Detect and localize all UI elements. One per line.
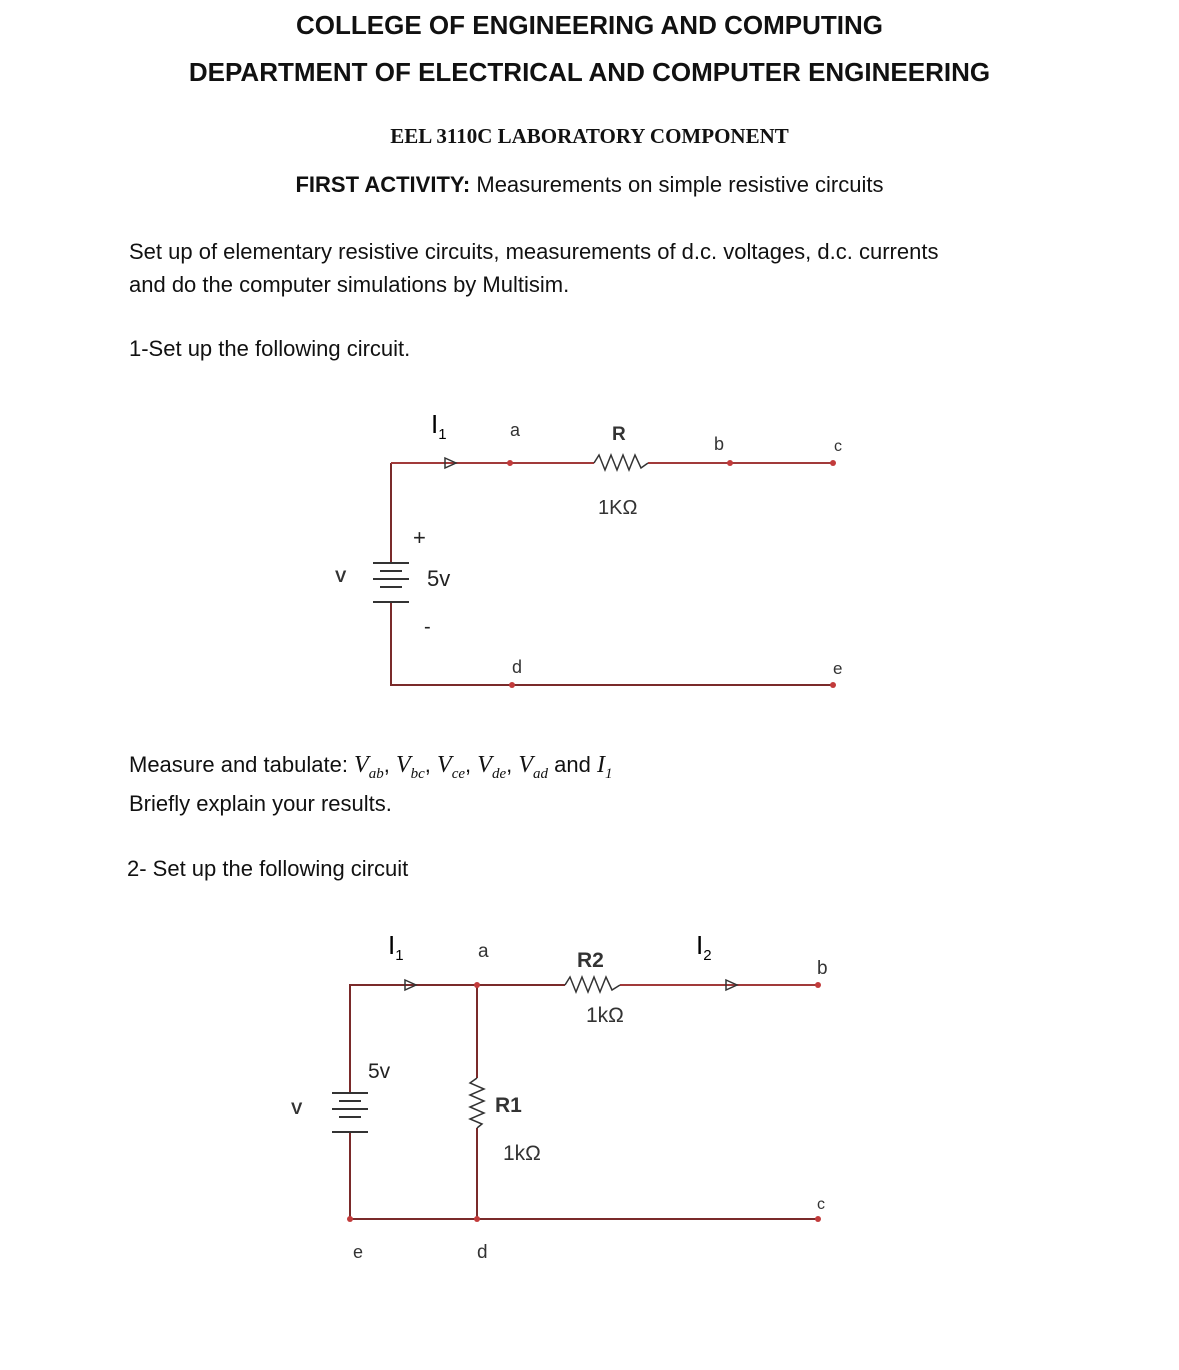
- source-v-value: 5v: [427, 566, 451, 591]
- v-bc: $V_{bc}$: [395, 752, 425, 782]
- v-ce: $V_{ce}$: [437, 752, 466, 782]
- resistor-r-symbol: [594, 455, 648, 470]
- source2-v-name: V: [291, 1099, 303, 1118]
- node-dot-a: [507, 460, 513, 466]
- node2-label-a: a: [478, 941, 489, 962]
- measure-line: Measure and tabulate: $V_{ab}$, $V_{bc}$, $V_{ce}$, $V_{de}$, $V_{ad}$ and $I_1$: [129, 752, 613, 782]
- node2-label-e: e: [353, 1242, 364, 1262]
- college-title: COLLEGE OF ENGINEERING AND COMPUTING: [296, 10, 883, 40]
- node2-label-b: b: [817, 958, 828, 979]
- v-ad: $V_{ad}$: [518, 752, 549, 782]
- explain-line: Briefly explain your results.: [129, 791, 392, 816]
- resistor-r1-name: R1: [495, 1094, 522, 1117]
- node-label-e: e: [833, 659, 843, 678]
- intro-line-2: and do the computer simulations by Multisim.: [129, 272, 570, 297]
- node-dot-c: [830, 460, 836, 466]
- node-label-b: b: [714, 434, 725, 454]
- source2-v-value: 5v: [368, 1060, 391, 1083]
- step1-heading: 1-Set up the following circuit.: [129, 336, 411, 361]
- activity-label: FIRST ACTIVITY:: [295, 172, 471, 197]
- activity-topic: Measurements on simple resistive circuits: [470, 172, 884, 197]
- node-label-c: c: [834, 438, 842, 455]
- resistor-r2-name: R2: [577, 949, 604, 972]
- resistor-r2-value: 1kΩ: [586, 1004, 624, 1027]
- battery-plus-sign: +: [413, 525, 426, 550]
- measure-prefix: Measure and tabulate:: [129, 752, 355, 777]
- node-dot-d: [509, 682, 515, 688]
- node2-label-c: c: [817, 1196, 825, 1213]
- current2-i2-label: $I_2$: [696, 930, 712, 964]
- v-de: $V_{de}$: [477, 752, 507, 782]
- node-dot-e: [830, 682, 836, 688]
- resistor-r1-value: 1kΩ: [503, 1142, 541, 1165]
- node-dot-b: [727, 460, 733, 466]
- battery-symbol: [373, 563, 409, 602]
- battery-minus-sign: -: [424, 616, 431, 638]
- current-i1-label: $I_1$: [431, 409, 447, 443]
- resistor-r-value: 1KΩ: [598, 497, 638, 519]
- department-title: DEPARTMENT OF ELECTRICAL AND COMPUTER ENGINEERING: [188, 57, 991, 87]
- node2-label-d: d: [477, 1242, 488, 1263]
- node-label-a: a: [510, 420, 521, 440]
- resistor-r-name: R: [612, 424, 626, 445]
- node-label-d: d: [512, 657, 523, 677]
- course-title: EEL 3110C LABORATORY COMPONENT: [390, 124, 789, 148]
- current2-i1-label: $I_1$: [388, 930, 404, 964]
- source-v-name: V: [335, 567, 347, 586]
- step2-heading: 2- Set up the following circuit: [127, 856, 409, 881]
- intro-line-1: Set up of elementary resistive circuits, measurements of d.c. voltages, d.c. currents: [129, 239, 939, 264]
- i-1: $I_1$: [596, 752, 613, 782]
- v-ab: $V_{ab}$: [354, 752, 384, 782]
